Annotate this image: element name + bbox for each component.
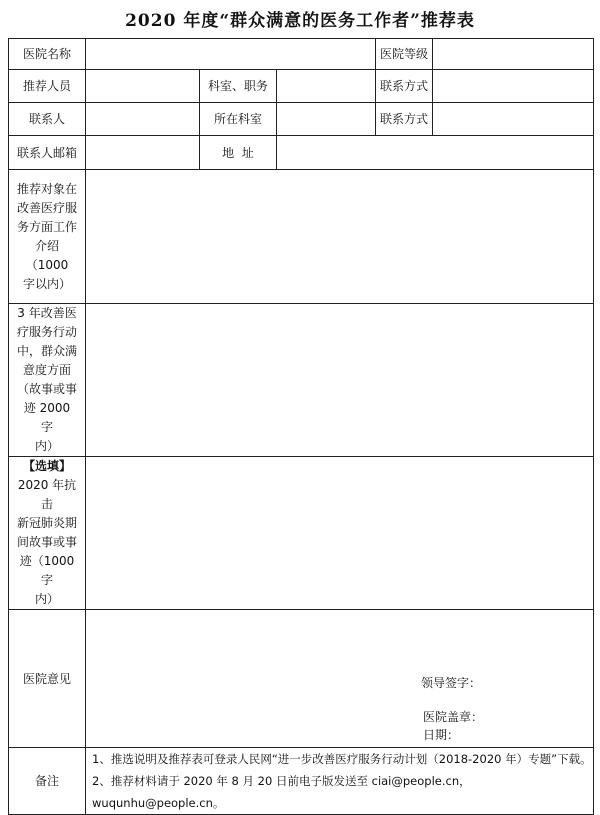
row-satisfaction-story	[9, 304, 594, 457]
contact-person-field[interactable]	[86, 103, 200, 136]
work-introduction-label	[9, 170, 86, 304]
date-label: 日期：	[423, 728, 460, 742]
leader-signature-label: 领导签字：	[421, 676, 482, 690]
hospital-name-field[interactable]	[86, 39, 376, 70]
label-line: 迹 2000 字	[23, 401, 71, 434]
remarks-note-1: 1、推选说明及推荐表可登录人民网“进一步改善医疗服务行动计划（2018-2020 年）专题”下载。	[92, 752, 592, 766]
hospital-opinion-field[interactable]	[86, 610, 594, 748]
row-contact-person	[9, 103, 594, 136]
remarks-note-2: 2、推荐材料请于 2020 年 8 月 20 日前电子版发送至 ciai@people.cn，wuqunhu@people.cn。	[92, 774, 471, 810]
row-work-introduction	[9, 170, 594, 304]
covid-story-label	[9, 457, 86, 610]
label-line: 间故事或事	[16, 535, 77, 549]
satisfaction-story-label	[9, 304, 86, 457]
covid-story-field[interactable]	[86, 457, 594, 610]
dept-position-label: 科室、职务	[200, 70, 277, 103]
label-line: 介绍（1000	[25, 238, 69, 272]
label-line: （故事或事	[16, 382, 77, 396]
department-field[interactable]	[277, 103, 376, 136]
address-field[interactable]	[277, 136, 594, 170]
label-line: 疗服务行动	[16, 325, 77, 339]
remarks-label: 备注	[9, 748, 86, 815]
dept-position-field[interactable]	[277, 70, 376, 103]
label-line: 内）	[34, 439, 59, 453]
recommender-contact-field[interactable]	[433, 70, 594, 103]
hospital-seal-label: 医院盖章：	[423, 710, 484, 724]
address-label: 地 址	[200, 136, 277, 170]
contact-person-phone-label: 联系方式	[376, 103, 433, 136]
row-recommender	[9, 70, 594, 103]
recommender-contact-label: 联系方式	[376, 70, 433, 103]
label-line: 3 年改善医	[17, 306, 77, 320]
label-line: 迹（1000 字	[19, 554, 75, 587]
label-line: 【选填】	[22, 459, 71, 473]
label-line: 新冠肺炎期	[16, 516, 77, 530]
recommender-field[interactable]	[86, 70, 200, 103]
satisfaction-story-field[interactable]	[86, 304, 594, 457]
contact-person-phone-field[interactable]	[433, 103, 594, 136]
label-line: 务方面工作	[16, 219, 77, 234]
recommender-label: 推荐人员	[9, 70, 86, 103]
row-remarks	[9, 748, 594, 815]
department-label: 所在科室	[200, 103, 277, 136]
recommendation-form-table	[8, 38, 594, 815]
label-line: 字以内）	[22, 276, 71, 291]
hospital-opinion-label: 医院意见	[9, 610, 86, 748]
row-covid-story	[9, 457, 594, 610]
work-introduction-field[interactable]	[86, 170, 594, 304]
label-line: 意度方面	[22, 363, 71, 377]
label-line: 改善医疗服	[16, 200, 77, 215]
email-label: 联系人邮箱	[9, 136, 86, 170]
email-field[interactable]	[86, 136, 200, 170]
hospital-level-field[interactable]	[433, 39, 594, 70]
hospital-level-label: 医院等级	[376, 39, 433, 70]
label-line: 2020 年抗击	[17, 478, 77, 511]
form-title: 2020 年度“群众满意的医务工作者”推荐表	[125, 11, 475, 31]
label-line: 推荐对象在	[16, 181, 77, 196]
hospital-name-label: 医院名称	[9, 39, 86, 70]
label-line: 内）	[34, 592, 59, 606]
contact-person-label: 联系人	[9, 103, 86, 136]
row-email-address	[9, 136, 594, 170]
remarks-content	[86, 748, 594, 815]
row-hospital	[9, 39, 594, 70]
row-hospital-opinion	[9, 610, 594, 748]
label-line: 中，群众满	[16, 344, 77, 358]
